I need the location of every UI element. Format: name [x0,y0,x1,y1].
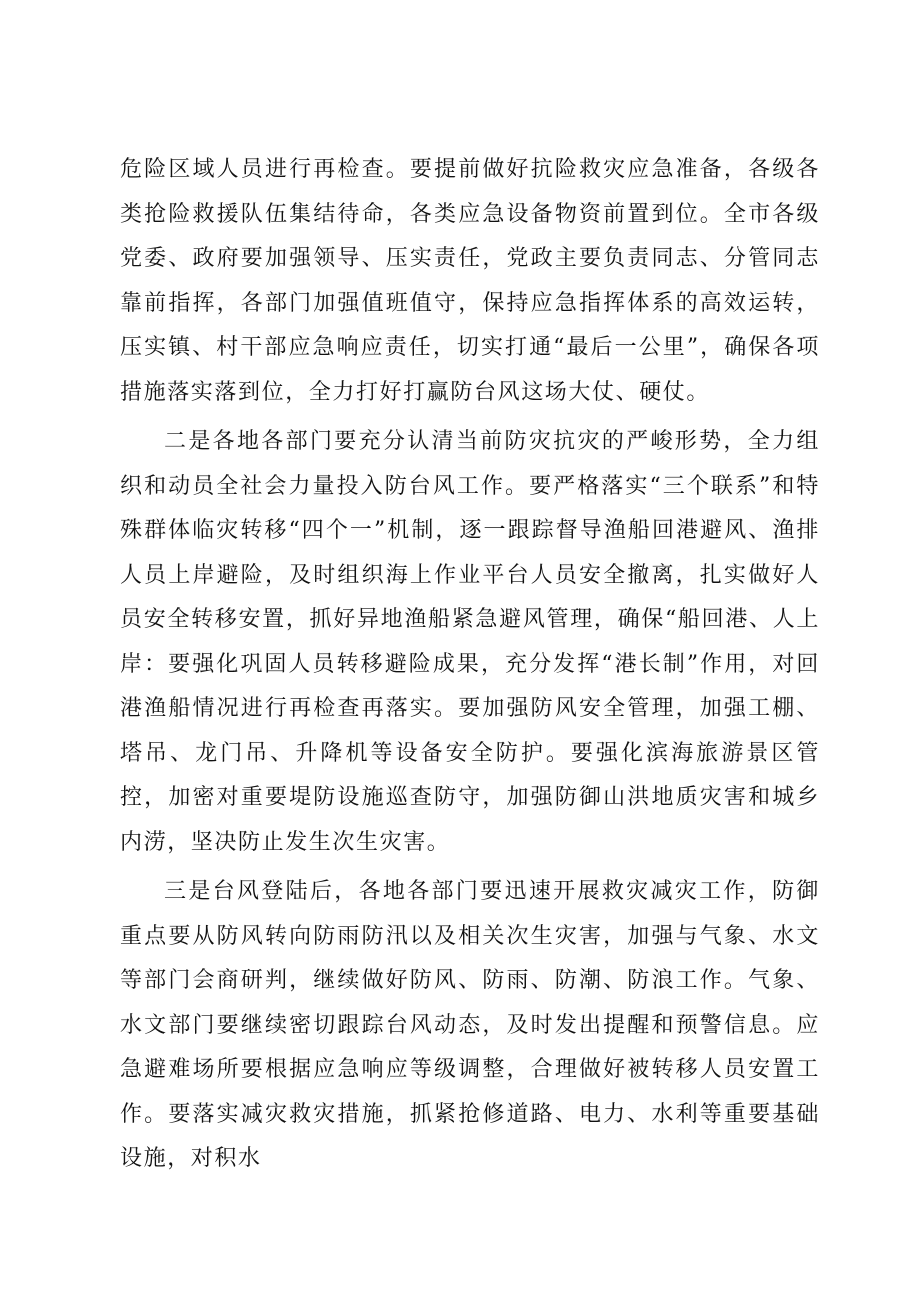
paragraph-point-three: 三是台风登陆后，各地各部门要迅速开展救灾减灾工作，防御重点要从防风转向防雨防汛以及相关次生灾害，加强与气象、水文等部门会商研判，继续做好防风、防雨、防潮、防浪工作。气象、水文部门要继续密切跟踪台风动态，及时发出提醒和预警信息。应急避难场所要根据应急响应等级调整，合理做好被转移人员安置工作。要落实减灾救灾措施，抓紧抢修道路、电力、水利等重要基础设施，对积水 [120,879,820,1171]
paragraph-point-two: 二是各地各部门要充分认清当前防灾抗灾的严峻形势，全力组织和动员全社会力量投入防台风工作。要严格落实“三个联系”和特殊群体临灾转移“四个一”机制，逐一跟踪督导渔船回港避风、渔排人员上岸避险，及时组织海上作业平台人员安全撤离，扎实做好人员安全转移安置，抓好异地渔船紧急避风管理，确保“船回港、人上岸：要强化巩固人员转移避险成果，充分发挥“港长制”作用，对回港渔船情况进行再检查再落实。要加强防风安全管理，加强工棚、塔吊、龙门吊、升降机等设备安全防护。要强化滨海旅游景区管控，加密对重要堤防设施巡查防守，加强防御山洪地质灾害和城乡内涝，坚决防止发生次生灾害。 [120,429,820,855]
paragraph-continued: 危险区域人员进行再检查。要提前做好抗险救灾应急准备，各级各类抢险救援队伍集结待命，各类应急设备物资前置到位。全市各级党委、政府要加强领导、压实责任，党政主要负责同志、分管同志靠前指挥，各部门加强值班值守，保持应急指挥体系的高效运转，压实镇、村干部应急响应责任，切实打通“最后一公里”，确保各项措施落实落到位，全力打好打赢防台风这场大仗、硬仗。 [120,157,820,405]
document-body [120,148,820,1187]
